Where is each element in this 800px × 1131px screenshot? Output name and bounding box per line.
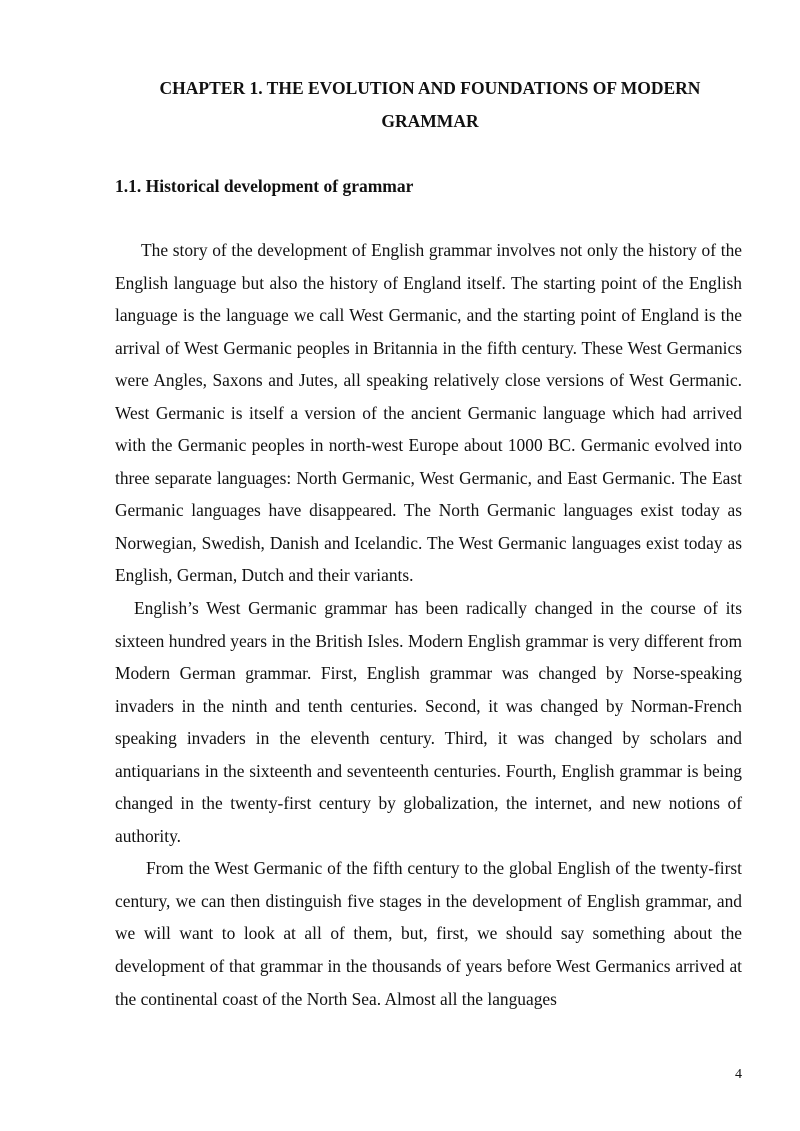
body-text — [115, 234, 742, 1015]
page-number: 4 — [735, 1067, 742, 1082]
paragraph-3: From the West Germanic of the fifth century to the global English of the twenty-first century, we can then distinguish five stages in the development of English grammar, and we will want to look at all of them, but, first, we should say something about the development of that grammar in the thousands of years before West Germanics arrived at the continental coast of the North Sea. Almost all the languages — [115, 858, 742, 1009]
chapter-title: CHAPTER 1. THE EVOLUTION AND FOUNDATIONS OF MODERN GRAMMAR — [159, 78, 701, 131]
paragraph-1: The story of the development of English grammar involves not only the history of the English language but also the history of England itself. The starting point of the English language is the language we call West Germanic, and the starting point of England is the arrival of West Germanic peoples in Britannia in the fifth century. These West Germanics were Angles, Saxons and Jutes, all speaking relatively close versions of West Germanic. West Germanic is itself a version of the ancient Germanic language which had arrived with the Germanic peoples in north-west Europe about 1000 BC. Germanic evolved into three separate languages: North Germanic, West Germanic, and East Germanic. The East Germanic languages have disappeared. The North Germanic languages exist today as Norwegian, Swedish, Danish and Icelandic. The West Germanic languages exist today as English, German, Dutch and their variants. — [115, 240, 742, 586]
paragraph-2: English’s West Germanic grammar has been radically changed in the course of its sixteen hundred years in the British Isles. Modern English grammar is very different from Modern German grammar. First, English grammar was changed by Norse-speaking invaders in the ninth and tenth centuries. Second, it was changed by Norman-French speaking invaders in the eleventh century. Third, it was changed by scholars and antiquarians in the sixteenth and seventeenth centuries. Fourth, English grammar is being changed in the twenty-first century by globalization, the internet, and new notions of authority. — [115, 598, 742, 846]
section-heading: 1.1. Historical development of grammar — [115, 176, 414, 196]
